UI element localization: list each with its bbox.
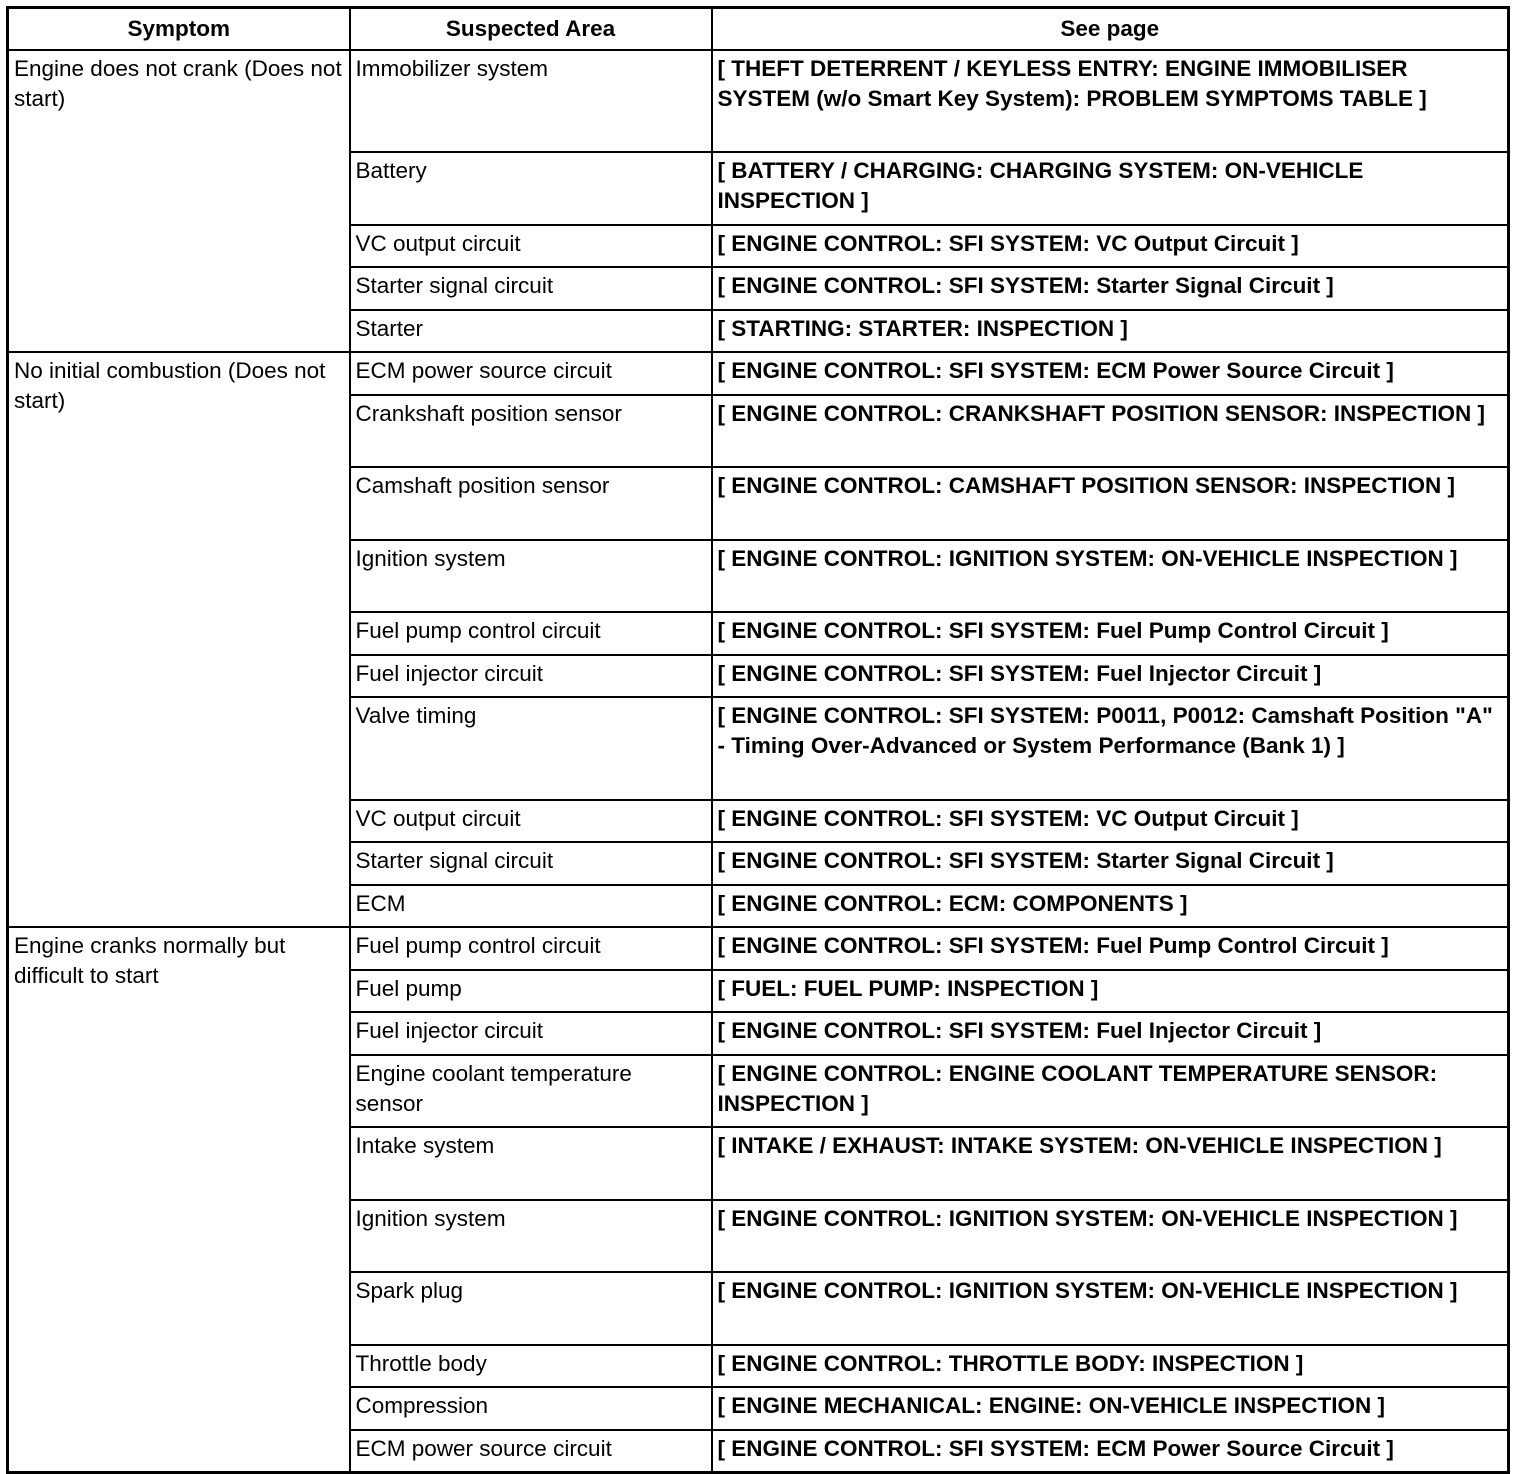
header-suspected-area: Suspected Area <box>350 8 712 50</box>
see-page-cell: [ STARTING: STARTER: INSPECTION ] <box>712 310 1509 353</box>
table-row <box>8 50 1509 153</box>
suspected-area-cell: Fuel injector circuit <box>350 655 712 698</box>
see-page-cell: [ INTAKE / EXHAUST: INTAKE SYSTEM: ON-VEHICLE INSPECTION ] <box>712 1127 1509 1200</box>
suspected-area-cell: Fuel pump control circuit <box>350 612 712 655</box>
suspected-area-cell: Starter <box>350 310 712 353</box>
problem-symptoms-table <box>6 6 1510 1474</box>
see-page-cell: [ ENGINE CONTROL: SFI SYSTEM: Fuel Injector Circuit ] <box>712 655 1509 698</box>
see-page-cell: [ ENGINE CONTROL: SFI SYSTEM: ECM Power Source Circuit ] <box>712 1430 1509 1473</box>
see-page-cell: [ BATTERY / CHARGING: CHARGING SYSTEM: ON-VEHICLE INSPECTION ] <box>712 152 1509 225</box>
suspected-area-cell: Fuel pump <box>350 970 712 1013</box>
see-page-cell: [ FUEL: FUEL PUMP: INSPECTION ] <box>712 970 1509 1013</box>
symptom-cell: Engine cranks normally but difficult to start <box>8 927 350 1472</box>
suspected-area-cell: Engine coolant temperature sensor <box>350 1055 712 1128</box>
see-page-cell: [ ENGINE CONTROL: SFI SYSTEM: VC Output Circuit ] <box>712 225 1509 268</box>
suspected-area-cell: Battery <box>350 152 712 225</box>
see-page-cell: [ ENGINE CONTROL: IGNITION SYSTEM: ON-VEHICLE INSPECTION ] <box>712 1272 1509 1345</box>
suspected-area-cell: Fuel pump control circuit <box>350 927 712 970</box>
suspected-area-cell: Ignition system <box>350 1200 712 1273</box>
see-page-cell: [ ENGINE CONTROL: ENGINE COOLANT TEMPERATURE SENSOR: INSPECTION ] <box>712 1055 1509 1128</box>
suspected-area-cell: Crankshaft position sensor <box>350 395 712 468</box>
see-page-cell: [ ENGINE CONTROL: IGNITION SYSTEM: ON-VEHICLE INSPECTION ] <box>712 1200 1509 1273</box>
suspected-area-cell: ECM power source circuit <box>350 1430 712 1473</box>
see-page-cell: [ ENGINE CONTROL: SFI SYSTEM: Starter Signal Circuit ] <box>712 842 1509 885</box>
see-page-cell: [ ENGINE CONTROL: ECM: COMPONENTS ] <box>712 885 1509 928</box>
see-page-cell: [ ENGINE CONTROL: SFI SYSTEM: Fuel Pump Control Circuit ] <box>712 612 1509 655</box>
suspected-area-cell: Immobilizer system <box>350 50 712 153</box>
see-page-cell: [ ENGINE CONTROL: THROTTLE BODY: INSPECTION ] <box>712 1345 1509 1388</box>
suspected-area-cell: Fuel injector circuit <box>350 1012 712 1055</box>
suspected-area-cell: VC output circuit <box>350 800 712 843</box>
suspected-area-cell: Intake system <box>350 1127 712 1200</box>
table-body <box>8 50 1509 1473</box>
see-page-cell: [ ENGINE CONTROL: IGNITION SYSTEM: ON-VEHICLE INSPECTION ] <box>712 540 1509 613</box>
header-symptom: Symptom <box>8 8 350 50</box>
header-row <box>8 8 1509 50</box>
see-page-cell: [ ENGINE CONTROL: SFI SYSTEM: Starter Signal Circuit ] <box>712 267 1509 310</box>
symptom-cell: No initial combustion (Does not start) <box>8 352 350 927</box>
see-page-cell: [ ENGINE CONTROL: SFI SYSTEM: Fuel Injector Circuit ] <box>712 1012 1509 1055</box>
suspected-area-cell: VC output circuit <box>350 225 712 268</box>
header-see-page: See page <box>712 8 1509 50</box>
see-page-cell: [ ENGINE CONTROL: SFI SYSTEM: P0011, P0012: Camshaft Position "A" - Timing Over-Advanced or System Performance (Bank 1) ] <box>712 697 1509 800</box>
see-page-cell: [ ENGINE CONTROL: SFI SYSTEM: VC Output Circuit ] <box>712 800 1509 843</box>
suspected-area-cell: Throttle body <box>350 1345 712 1388</box>
suspected-area-cell: Starter signal circuit <box>350 267 712 310</box>
see-page-cell: [ ENGINE CONTROL: CRANKSHAFT POSITION SENSOR: INSPECTION ] <box>712 395 1509 468</box>
table-row <box>8 352 1509 395</box>
symptom-cell: Engine does not crank (Does not start) <box>8 50 350 353</box>
see-page-cell: [ ENGINE CONTROL: SFI SYSTEM: Fuel Pump Control Circuit ] <box>712 927 1509 970</box>
see-page-cell: [ ENGINE CONTROL: SFI SYSTEM: ECM Power Source Circuit ] <box>712 352 1509 395</box>
suspected-area-cell: Spark plug <box>350 1272 712 1345</box>
see-page-cell: [ THEFT DETERRENT / KEYLESS ENTRY: ENGINE IMMOBILISER SYSTEM (w/o Smart Key System): PROBLEM SYMPTOMS TABLE ] <box>712 50 1509 153</box>
suspected-area-cell: ECM <box>350 885 712 928</box>
suspected-area-cell: Ignition system <box>350 540 712 613</box>
suspected-area-cell: Starter signal circuit <box>350 842 712 885</box>
see-page-cell: [ ENGINE MECHANICAL: ENGINE: ON-VEHICLE INSPECTION ] <box>712 1387 1509 1430</box>
see-page-cell: [ ENGINE CONTROL: CAMSHAFT POSITION SENSOR: INSPECTION ] <box>712 467 1509 540</box>
table-row <box>8 927 1509 970</box>
suspected-area-cell: Valve timing <box>350 697 712 800</box>
suspected-area-cell: Compression <box>350 1387 712 1430</box>
suspected-area-cell: Camshaft position sensor <box>350 467 712 540</box>
suspected-area-cell: ECM power source circuit <box>350 352 712 395</box>
